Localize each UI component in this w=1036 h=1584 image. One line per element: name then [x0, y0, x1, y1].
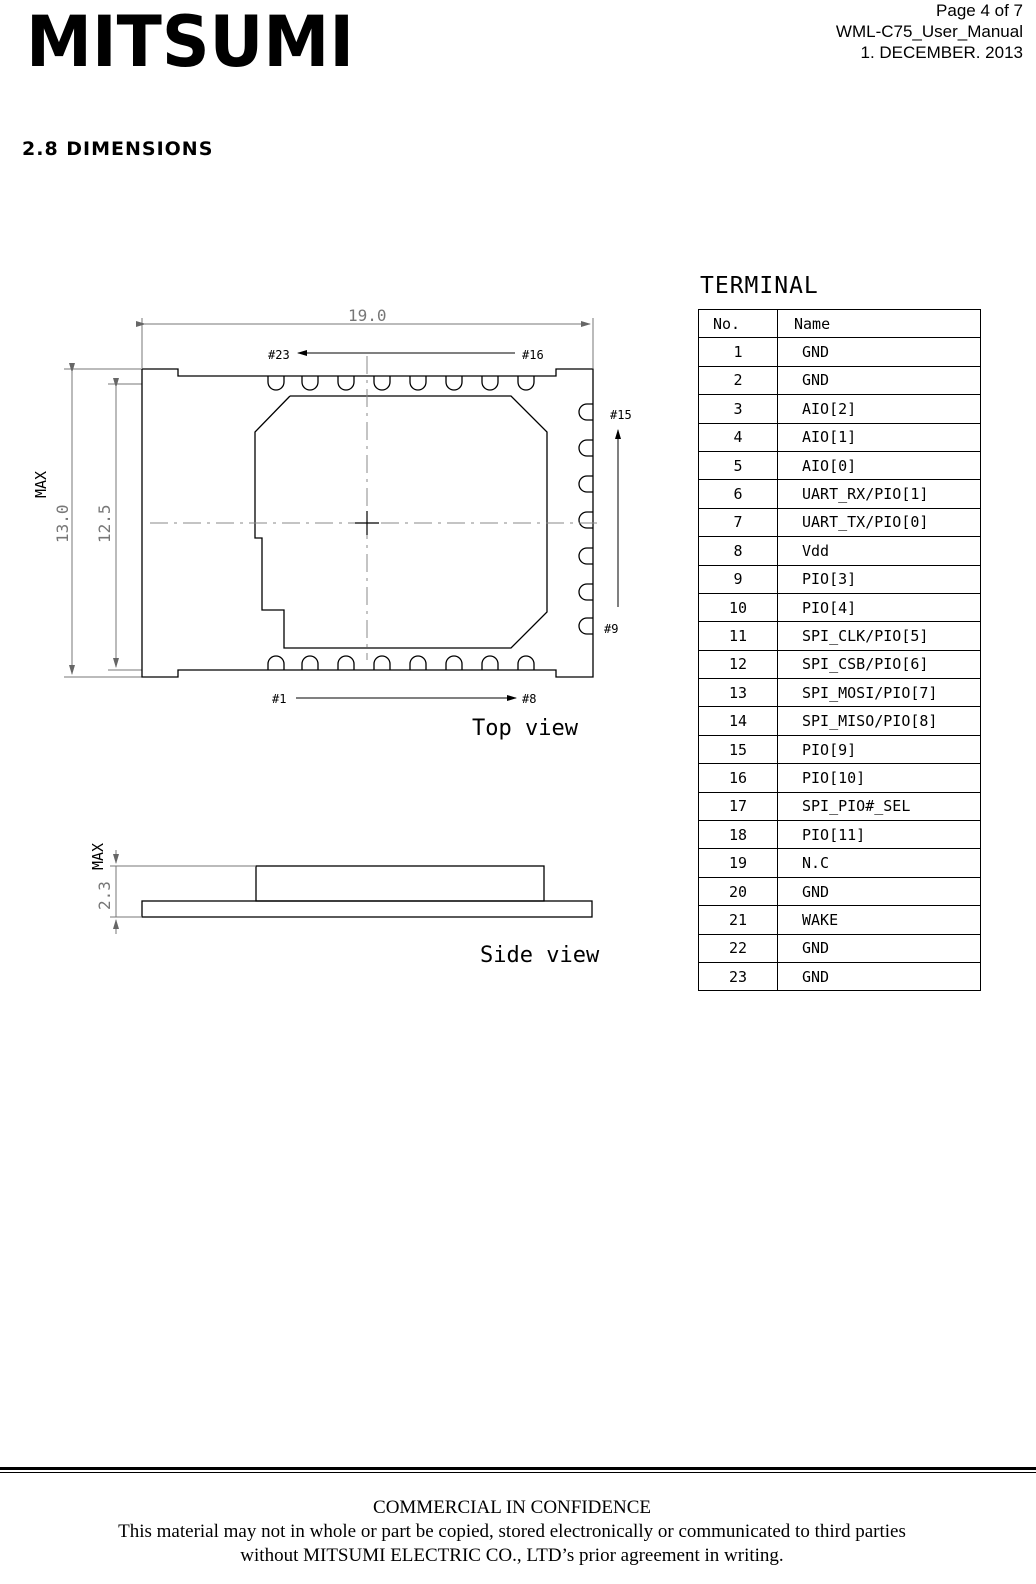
terminal-no: 7 [699, 508, 778, 536]
table-row [699, 707, 981, 735]
inner-height-label: 12.5 [95, 504, 114, 543]
table-row [699, 508, 981, 536]
table-row [699, 877, 981, 905]
column-header-no: No. [699, 310, 778, 338]
terminal-no: 15 [699, 735, 778, 763]
table-row [699, 423, 981, 451]
side-view-label: Side view [480, 943, 600, 968]
table-row [699, 906, 981, 934]
pin-9-label: #9 [604, 622, 619, 636]
terminal-no: 14 [699, 707, 778, 735]
page-number: Page 4 of 7 [936, 1, 1023, 20]
terminal-name: GND [778, 877, 981, 905]
table-row [699, 934, 981, 962]
terminal-no: 10 [699, 593, 778, 621]
table-row [699, 679, 981, 707]
terminal-name: AIO[0] [778, 451, 981, 479]
terminal-no: 18 [699, 821, 778, 849]
terminal-no: 20 [699, 877, 778, 905]
terminal-name: GND [778, 338, 981, 366]
terminal-no: 6 [699, 480, 778, 508]
table-row [699, 849, 981, 877]
footer-rule-thin [0, 1472, 1036, 1473]
terminal-name: SPI_CSB/PIO[6] [778, 650, 981, 678]
table-row [699, 792, 981, 820]
terminal-name: Vdd [778, 537, 981, 565]
centre-cross [355, 511, 379, 535]
terminal-name: SPI_PIO#_SEL [778, 792, 981, 820]
side-height-dimension [110, 850, 256, 934]
terminal-name: SPI_MISO/PIO[8] [778, 707, 981, 735]
height-max-note: MAX [32, 470, 50, 498]
terminal-no: 8 [699, 537, 778, 565]
terminal-name: GND [778, 366, 981, 394]
centre-lines [150, 356, 598, 660]
pin-1-label: #1 [272, 692, 287, 706]
top-view-label: Top view [472, 716, 578, 741]
terminal-no: 4 [699, 423, 778, 451]
terminal-no: 5 [699, 451, 778, 479]
terminal-name: PIO[3] [778, 565, 981, 593]
footer [0, 1496, 1024, 1568]
table-row [699, 593, 981, 621]
column-header-name: Name [778, 310, 981, 338]
table-row [699, 735, 981, 763]
terminal-no: 22 [699, 934, 778, 962]
terminal-name: GND [778, 962, 981, 990]
terminal-no: 16 [699, 764, 778, 792]
terminal-name: PIO[10] [778, 764, 981, 792]
table-row [699, 338, 981, 366]
terminal-table [698, 309, 981, 991]
terminal-name: AIO[1] [778, 423, 981, 451]
terminal-no: 13 [699, 679, 778, 707]
copyright-notice-1: This material may not in whole or part be copied, stored electronically or communicated to third parties [118, 1521, 906, 1542]
table-row [699, 622, 981, 650]
terminal-no: 21 [699, 906, 778, 934]
table-row [699, 451, 981, 479]
table-row [699, 565, 981, 593]
terminal-name: WAKE [778, 906, 981, 934]
height-label: 13.0 [53, 504, 72, 543]
table-row [699, 366, 981, 394]
pin-arrows [296, 353, 618, 698]
terminal-no: 2 [699, 366, 778, 394]
pin-23-label: #23 [268, 348, 290, 362]
terminal-rows [699, 338, 981, 991]
width-label: 19.0 [348, 306, 387, 325]
terminal-no: 23 [699, 962, 778, 990]
terminal-name: AIO[2] [778, 395, 981, 423]
table-row [699, 395, 981, 423]
pin-8-label: #8 [522, 692, 537, 706]
pin-15-label: #15 [610, 408, 632, 422]
terminal-title: TERMINAL [700, 273, 819, 299]
document-name: WML-C75_User_Manual [835, 22, 1023, 41]
terminal-no: 1 [699, 338, 778, 366]
table-row [699, 962, 981, 990]
terminal-no: 12 [699, 650, 778, 678]
side-height-label: 2.3 [95, 881, 114, 910]
terminal-name: SPI_CLK/PIO[5] [778, 622, 981, 650]
table-row [699, 764, 981, 792]
terminal-name: N.C [778, 849, 981, 877]
table-row [699, 480, 981, 508]
terminal-name: UART_TX/PIO[0] [778, 508, 981, 536]
terminal-name: PIO[9] [778, 735, 981, 763]
svg-text:MITSUMI: MITSUMI [26, 8, 354, 72]
side-view [142, 866, 592, 917]
terminal-no: 19 [699, 849, 778, 877]
terminal-no: 3 [699, 395, 778, 423]
confidential-notice: COMMERCIAL IN CONFIDENCE [373, 1497, 651, 1518]
terminal-name: SPI_MOSI/PIO[7] [778, 679, 981, 707]
table-row [699, 537, 981, 565]
copyright-notice-2: without MITSUMI ELECTRIC CO., LTD’s prior agreement in writing. [240, 1545, 784, 1566]
section-title: 2.8 DIMENSIONS [22, 138, 214, 160]
terminal-no: 9 [699, 565, 778, 593]
terminal-name: UART_RX/PIO[1] [778, 480, 981, 508]
terminal-name: PIO[11] [778, 821, 981, 849]
side-max-note: MAX [89, 842, 107, 870]
table-row [699, 821, 981, 849]
terminal-name: PIO[4] [778, 593, 981, 621]
footer-rule [0, 1467, 1036, 1470]
terminal-no: 17 [699, 792, 778, 820]
table-row [699, 650, 981, 678]
pin-16-label: #16 [522, 348, 544, 362]
terminal-no: 11 [699, 622, 778, 650]
terminal-name: GND [778, 934, 981, 962]
document-date: 1. DECEMBER. 2013 [860, 43, 1023, 62]
